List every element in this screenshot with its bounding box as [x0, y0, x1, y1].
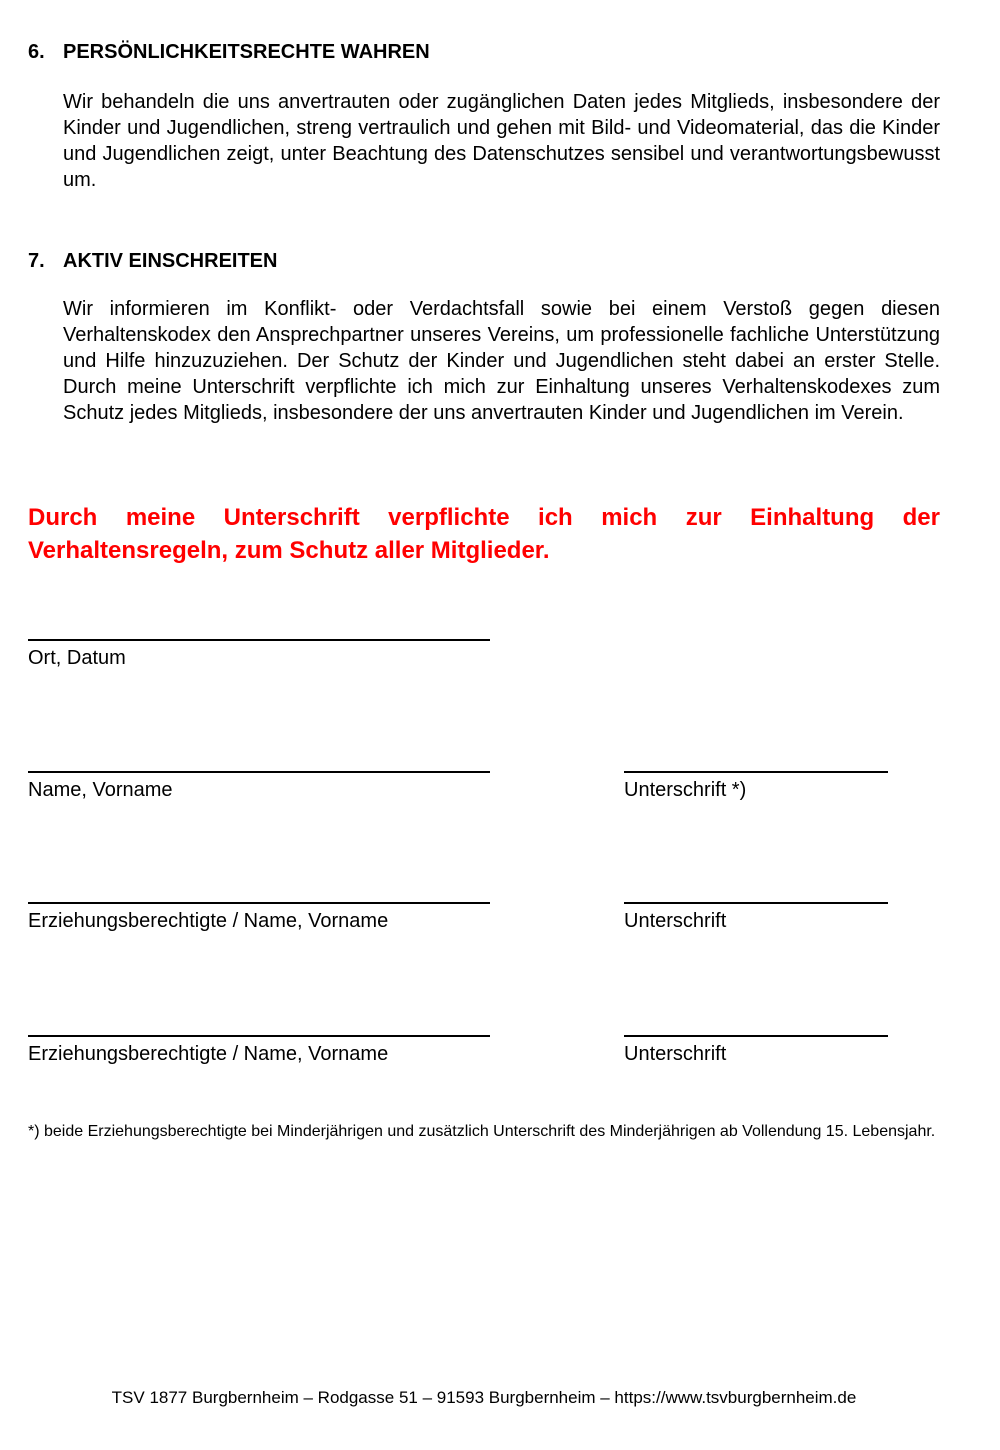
signature-label-erziehungsberechtigte-2: Erziehungsberechtigte / Name, Vorname [28, 1043, 389, 1065]
signature-label-erziehungsberechtigte-1: Erziehungsberechtigte / Name, Vorname [28, 910, 389, 932]
signature-line-name-vorname [28, 771, 490, 773]
signature-label-unterschrift-2: Unterschrift [624, 1043, 727, 1065]
section-6-title: PERSÖNLICHKEITSRECHTE WAHREN [63, 41, 430, 63]
signature-label-unterschrift-1: Unterschrift [624, 910, 727, 932]
section-6-body: Wir behandeln die uns anvertrauten oder zugänglichen Daten jedes Mitglieds, insbesondere der Kinder und Jugendlichen, streng vertraulich und gehen mit Bild- und Videomaterial, das die Kinder und Jugendlichen zeigt, unter Beachtung des Datenschutzes sensibel und verantwortungsbewusst um. [63, 91, 940, 191]
section-7-number: 7. [28, 250, 45, 272]
signature-line-erziehungsberechtigte-1 [28, 902, 490, 904]
signature-label-ort-datum: Ort, Datum [28, 647, 126, 669]
footer-text: TSV 1877 Burgbernheim – Rodgasse 51 – 91593 Burgbernheim – https://www.tsvburgbernheim.de [111, 1388, 857, 1407]
section-7-heading [28, 249, 277, 273]
section-6-number: 6. [28, 41, 45, 63]
signature-label-unterschrift-asterisk: Unterschrift *) [624, 779, 747, 801]
signature-line-unterschrift-2 [624, 902, 888, 904]
signature-line-erziehungsberechtigte-2 [28, 1035, 490, 1037]
signature-label-name-vorname: Name, Vorname [28, 779, 173, 801]
declaration-text: Durch meine Unterschrift verpflichte ich mich zur Einhaltung der Verhaltensregeln, zum Schutz aller Mitglieder. [28, 504, 940, 564]
signature-line-ort-datum [28, 639, 490, 641]
section-7-title: AKTIV EINSCHREITEN [63, 250, 278, 272]
footnote: *) beide Erziehungsberechtigte bei Minderjährigen und zusätzlich Unterschrift des Minderjährigen ab Vollendung 15. Lebensjahr. [28, 1123, 936, 1140]
section-6-heading [28, 40, 430, 64]
section-7-body: Wir informieren im Konflikt- oder Verdachtsfall sowie bei einem Verstoß gegen diesen Verhaltenskodex den Ansprechpartner unseres Vereins, um professionelle fachliche Unterstützung und Hilfe hinzuzuziehen. Der Schutz der Kinder und Jugendlichen steht dabei an erster Stelle. Durch meine Unterschrift verpflichte ich mich zur Einhaltung unseres Verhaltenskodexes zum Schutz jedes Mitglieds, insbesondere der uns anvertrauten Kinder und Jugendlichen im Verein. [63, 298, 940, 424]
signature-line-unterschrift-1 [624, 771, 888, 773]
signature-line-unterschrift-3 [624, 1035, 888, 1037]
